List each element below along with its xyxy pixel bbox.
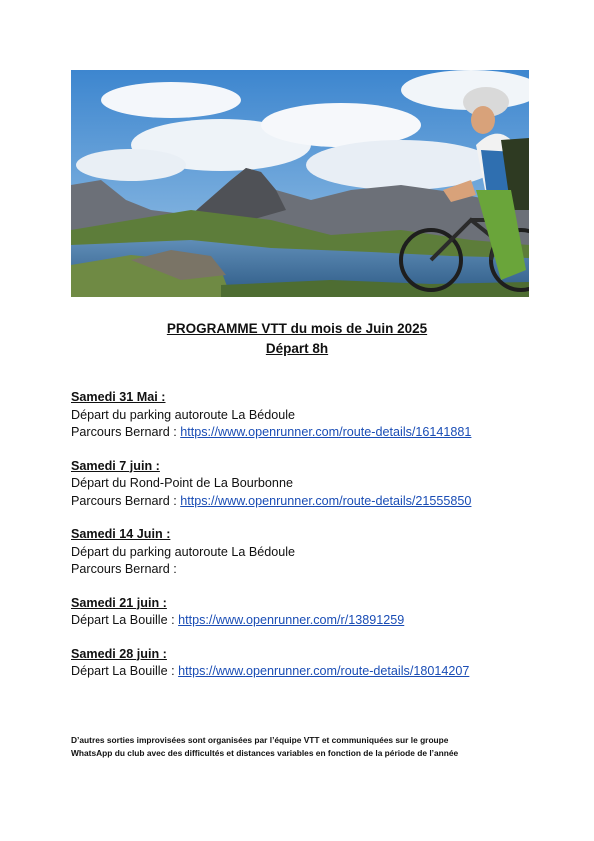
footer-note <box>71 734 531 760</box>
departure-label: Départ La Bouille : <box>71 664 179 678</box>
title-start-time: Départ 8h <box>265 341 329 356</box>
entry-departure <box>71 612 551 630</box>
schedule-entry <box>71 389 551 442</box>
route-link[interactable]: https://www.openrunner.com/route-details/21555850 <box>180 493 472 508</box>
route-link[interactable]: https://www.openrunner.com/route-details/16141881 <box>180 425 472 439</box>
entry-date: Samedi 7 juin : <box>71 458 160 473</box>
schedule-entry <box>71 646 551 681</box>
hero-photo <box>71 70 529 297</box>
entry-route <box>71 424 551 442</box>
entry-route <box>71 561 551 579</box>
entry-date: Samedi 28 juin : <box>71 646 167 661</box>
schedule-entry <box>71 595 551 630</box>
mountain-bike-photo <box>71 70 529 297</box>
entry-departure: Départ du Rond-Point de La Bourbonne <box>71 476 293 490</box>
entry-date: Samedi 14 Juin : <box>71 527 171 541</box>
route-label: Parcours Bernard : <box>71 425 181 439</box>
route-label: Parcours Bernard : <box>71 562 177 576</box>
entry-date: Samedi 31 Mai : <box>71 390 166 404</box>
ride-schedule <box>71 389 551 697</box>
entry-departure: Départ du parking autoroute La Bédoule <box>71 544 296 559</box>
route-link[interactable]: https://www.openrunner.com/route-details/18014207 <box>178 664 470 678</box>
footer-line: WhatsApp du club avec des difficultés et distances variables en fonction de la période de l’année <box>71 748 459 758</box>
title-line: PROGRAMME VTT du mois de Juin 2025 <box>166 321 428 336</box>
route-link[interactable]: https://www.openrunner.com/r/13891259 <box>178 613 405 627</box>
schedule-entry <box>71 526 551 579</box>
entry-departure: Départ du parking autoroute La Bédoule <box>71 407 296 422</box>
schedule-entry <box>71 458 551 511</box>
entry-departure <box>71 663 551 681</box>
route-label: Parcours Bernard : <box>71 493 181 508</box>
departure-label: Départ La Bouille : <box>71 613 179 627</box>
footer-line: D’autres sorties improvisées sont organisées par l’équipe VTT et communiquées sur le groupe <box>71 735 449 745</box>
page-title <box>0 319 594 359</box>
entry-route <box>71 493 551 511</box>
entry-date: Samedi 21 juin : <box>71 595 167 610</box>
